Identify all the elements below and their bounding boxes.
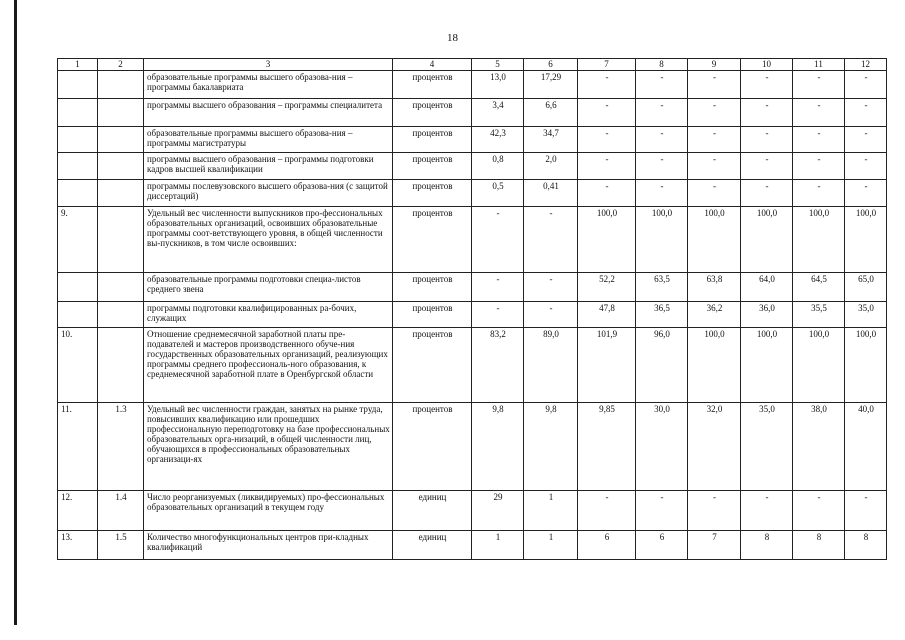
row-number-cell: 12. — [58, 491, 98, 531]
value-cell-col-6: 34,7 — [524, 127, 578, 153]
value-cell-col-7: - — [578, 71, 636, 99]
value-cell-col-9: 7 — [688, 531, 741, 560]
program-ref-cell — [98, 207, 144, 273]
value-cell-col-10: 100,0 — [741, 328, 793, 403]
value-cell-col-7: 100,0 — [578, 207, 636, 273]
value-cell-col-12: - — [845, 153, 887, 180]
value-cell-col-10: 35,0 — [741, 403, 793, 491]
column-header-10: 10 — [741, 59, 793, 71]
indicators-table — [57, 58, 887, 560]
value-cell-col-10: - — [741, 153, 793, 180]
value-cell-col-11: - — [793, 99, 845, 127]
value-cell-col-5: - — [472, 302, 524, 328]
column-header-5: 5 — [472, 59, 524, 71]
indicator-name-cell: Удельный вес численности выпускников про-фессиональных образовательных организаций, освоивших образовательные программы соот-ветствующего уровня, в общей численности вы-пускников, в том числе освоивших: — [144, 207, 393, 273]
value-cell-col-8: 30,0 — [636, 403, 688, 491]
value-cell-col-10: - — [741, 491, 793, 531]
value-cell-col-10: - — [741, 71, 793, 99]
table-row — [58, 403, 887, 491]
row-number-cell: 13. — [58, 531, 98, 560]
value-cell-col-8: 96,0 — [636, 328, 688, 403]
value-cell-col-8: 100,0 — [636, 207, 688, 273]
value-cell-col-5: 13,0 — [472, 71, 524, 99]
program-ref-cell: 1.4 — [98, 491, 144, 531]
value-cell-col-9: 36,2 — [688, 302, 741, 328]
value-cell-col-9: 100,0 — [688, 207, 741, 273]
value-cell-col-12: 8 — [845, 531, 887, 560]
program-ref-cell — [98, 328, 144, 403]
value-cell-col-12: 100,0 — [845, 207, 887, 273]
program-ref-cell — [98, 273, 144, 302]
program-ref-cell — [98, 302, 144, 328]
unit-cell: единиц — [393, 491, 472, 531]
value-cell-col-6: 6,6 — [524, 99, 578, 127]
column-header-8: 8 — [636, 59, 688, 71]
column-header-2: 2 — [98, 59, 144, 71]
value-cell-col-6: 17,29 — [524, 71, 578, 99]
row-number-cell — [58, 71, 98, 99]
unit-cell: процентов — [393, 273, 472, 302]
value-cell-col-11: 38,0 — [793, 403, 845, 491]
value-cell-col-9: 100,0 — [688, 328, 741, 403]
page-number: 18 — [447, 32, 458, 44]
value-cell-col-5: - — [472, 207, 524, 273]
value-cell-col-5: 42,3 — [472, 127, 524, 153]
value-cell-col-12: - — [845, 491, 887, 531]
value-cell-col-10: - — [741, 99, 793, 127]
value-cell-col-7: - — [578, 491, 636, 531]
program-ref-cell — [98, 71, 144, 99]
indicator-name-cell: программы высшего образования – программы подготовки кадров высшей квалификации — [144, 153, 393, 180]
row-number-cell — [58, 153, 98, 180]
unit-cell: процентов — [393, 180, 472, 207]
value-cell-col-5: 29 — [472, 491, 524, 531]
table-row — [58, 302, 887, 328]
program-ref-cell — [98, 180, 144, 207]
table-row — [58, 127, 887, 153]
program-ref-cell — [98, 99, 144, 127]
scan-edge-line — [14, 0, 17, 625]
indicator-name-cell: образовательные программы высшего образова-ния – программы магистратуры — [144, 127, 393, 153]
value-cell-col-9: - — [688, 71, 741, 99]
value-cell-col-12: - — [845, 180, 887, 207]
value-cell-col-12: - — [845, 71, 887, 99]
column-header-12: 12 — [845, 59, 887, 71]
value-cell-col-9: - — [688, 491, 741, 531]
value-cell-col-10: 36,0 — [741, 302, 793, 328]
value-cell-col-11: 64,5 — [793, 273, 845, 302]
value-cell-col-6: 9,8 — [524, 403, 578, 491]
value-cell-col-7: 101,9 — [578, 328, 636, 403]
value-cell-col-11: 35,5 — [793, 302, 845, 328]
table-row — [58, 99, 887, 127]
table-row — [58, 491, 887, 531]
value-cell-col-6: 1 — [524, 531, 578, 560]
row-number-cell — [58, 273, 98, 302]
column-header-6: 6 — [524, 59, 578, 71]
value-cell-col-6: - — [524, 302, 578, 328]
value-cell-col-9: 63,8 — [688, 273, 741, 302]
row-number-cell — [58, 180, 98, 207]
indicator-name-cell: программы подготовки квалифицированных ра-бочих, служащих — [144, 302, 393, 328]
table-row — [58, 273, 887, 302]
value-cell-col-10: 8 — [741, 531, 793, 560]
value-cell-col-11: 100,0 — [793, 328, 845, 403]
column-number-row — [58, 59, 887, 71]
unit-cell: процентов — [393, 328, 472, 403]
indicator-name-cell: образовательные программы высшего образова-ния – программы бакалавриата — [144, 71, 393, 99]
value-cell-col-7: - — [578, 153, 636, 180]
indicator-name-cell: Количество многофункциональных центров при-кладных квалификаций — [144, 531, 393, 560]
table-row — [58, 180, 887, 207]
value-cell-col-9: 32,0 — [688, 403, 741, 491]
row-number-cell: 10. — [58, 328, 98, 403]
value-cell-col-5: 83,2 — [472, 328, 524, 403]
value-cell-col-6: 1 — [524, 491, 578, 531]
unit-cell: процентов — [393, 153, 472, 180]
value-cell-col-6: 2,0 — [524, 153, 578, 180]
value-cell-col-8: 63,5 — [636, 273, 688, 302]
value-cell-col-8: 36,5 — [636, 302, 688, 328]
unit-cell: процентов — [393, 403, 472, 491]
table-row — [58, 207, 887, 273]
value-cell-col-10: - — [741, 127, 793, 153]
unit-cell: процентов — [393, 71, 472, 99]
value-cell-col-11: 100,0 — [793, 207, 845, 273]
value-cell-col-8: - — [636, 71, 688, 99]
value-cell-col-10: 100,0 — [741, 207, 793, 273]
value-cell-col-5: 1 — [472, 531, 524, 560]
value-cell-col-9: - — [688, 127, 741, 153]
row-number-cell: 11. — [58, 403, 98, 491]
unit-cell: процентов — [393, 207, 472, 273]
column-header-7: 7 — [578, 59, 636, 71]
table-row — [58, 328, 887, 403]
value-cell-col-11: 8 — [793, 531, 845, 560]
value-cell-col-5: 0,8 — [472, 153, 524, 180]
unit-cell: процентов — [393, 99, 472, 127]
row-number-cell — [58, 127, 98, 153]
value-cell-col-7: - — [578, 99, 636, 127]
table-row — [58, 531, 887, 560]
program-ref-cell: 1.3 — [98, 403, 144, 491]
column-header-4: 4 — [393, 59, 472, 71]
value-cell-col-11: - — [793, 71, 845, 99]
program-ref-cell — [98, 153, 144, 180]
row-number-cell: 9. — [58, 207, 98, 273]
value-cell-col-6: 0,41 — [524, 180, 578, 207]
value-cell-col-8: - — [636, 127, 688, 153]
unit-cell: процентов — [393, 302, 472, 328]
value-cell-col-11: - — [793, 180, 845, 207]
program-ref-cell: 1.5 — [98, 531, 144, 560]
value-cell-col-7: - — [578, 180, 636, 207]
value-cell-col-11: - — [793, 127, 845, 153]
value-cell-col-8: - — [636, 99, 688, 127]
indicator-name-cell: программы высшего образования – программы специалитета — [144, 99, 393, 127]
value-cell-col-12: 35,0 — [845, 302, 887, 328]
indicator-name-cell: Число реорганизуемых (ликвидируемых) про-фессиональных образовательных организаций в текущем году — [144, 491, 393, 531]
value-cell-col-7: 6 — [578, 531, 636, 560]
value-cell-col-9: - — [688, 180, 741, 207]
program-ref-cell — [98, 127, 144, 153]
value-cell-col-6: - — [524, 207, 578, 273]
value-cell-col-9: - — [688, 153, 741, 180]
value-cell-col-8: - — [636, 153, 688, 180]
value-cell-col-5: 0,5 — [472, 180, 524, 207]
value-cell-col-9: - — [688, 99, 741, 127]
value-cell-col-5: 3,4 — [472, 99, 524, 127]
column-header-9: 9 — [688, 59, 741, 71]
value-cell-col-5: - — [472, 273, 524, 302]
value-cell-col-12: - — [845, 99, 887, 127]
unit-cell: единиц — [393, 531, 472, 560]
table-row — [58, 153, 887, 180]
value-cell-col-8: - — [636, 180, 688, 207]
value-cell-col-7: - — [578, 127, 636, 153]
value-cell-col-12: 40,0 — [845, 403, 887, 491]
value-cell-col-6: - — [524, 273, 578, 302]
row-number-cell — [58, 99, 98, 127]
column-header-11: 11 — [793, 59, 845, 71]
value-cell-col-11: - — [793, 491, 845, 531]
value-cell-col-7: 9,85 — [578, 403, 636, 491]
value-cell-col-8: 6 — [636, 531, 688, 560]
value-cell-col-11: - — [793, 153, 845, 180]
indicator-name-cell: программы послевузовского высшего образова-ния (с защитой диссертаций) — [144, 180, 393, 207]
value-cell-col-10: 64,0 — [741, 273, 793, 302]
column-header-1: 1 — [58, 59, 98, 71]
indicator-name-cell: Удельный вес численности граждан, занятых на рынке труда, повысивших квалификацию или прошедших профессиональную переподготовку на базе профессиональных образовательных орга-низаций, в общей численности лиц, обучающихся в профессиональных образовательных организаци-ях — [144, 403, 393, 491]
value-cell-col-6: 89,0 — [524, 328, 578, 403]
table-row — [58, 71, 887, 99]
value-cell-col-12: - — [845, 127, 887, 153]
column-header-3: 3 — [144, 59, 393, 71]
value-cell-col-8: - — [636, 491, 688, 531]
value-cell-col-7: 52,2 — [578, 273, 636, 302]
row-number-cell — [58, 302, 98, 328]
unit-cell: процентов — [393, 127, 472, 153]
value-cell-col-12: 100,0 — [845, 328, 887, 403]
value-cell-col-5: 9,8 — [472, 403, 524, 491]
indicator-name-cell: образовательные программы подготовки специа-листов среднего звена — [144, 273, 393, 302]
value-cell-col-7: 47,8 — [578, 302, 636, 328]
indicator-name-cell: Отношение среднемесячной заработной платы пре-подавателей и мастеров производственного обуче-ния государственных образовательных организаций, реализующих программы среднего профессиональ-ного образования, к среднемесячной заработной плате в Оренбургской области — [144, 328, 393, 403]
value-cell-col-12: 65,0 — [845, 273, 887, 302]
value-cell-col-10: - — [741, 180, 793, 207]
